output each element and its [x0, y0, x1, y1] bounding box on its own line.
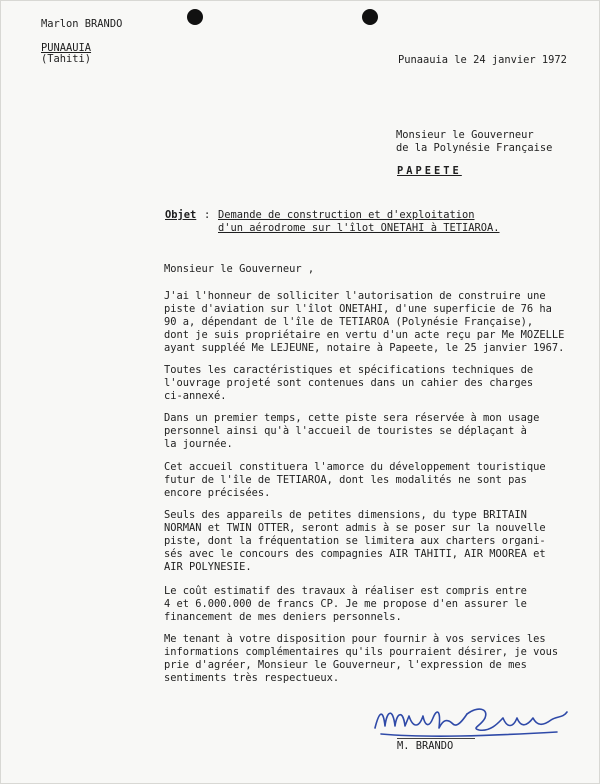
- paragraph-development: [164, 461, 564, 500]
- paragraph-line: l'ouvrage projeté sont contenues dans un cahier des charges: [164, 377, 534, 389]
- paragraph-line: Me tenant à votre disposition pour fournir à vos services les: [164, 633, 546, 645]
- paragraph-line: piste, dont la fréquentation se limitera aux charters organi-: [164, 535, 546, 547]
- sender-place: PUNAAUIA: [41, 42, 92, 54]
- paragraph-specifications: [164, 364, 564, 403]
- paragraph-authorization: [164, 290, 564, 355]
- paragraph-line: Le coût estimatif des travaux à réaliser est compris entre: [164, 585, 527, 597]
- paragraph-aircraft: [164, 509, 564, 574]
- punch-hole: [362, 9, 378, 25]
- paragraph-line: AIR POLYNESIE.: [164, 561, 252, 573]
- paragraph-line: sentiments très respectueux.: [164, 672, 340, 684]
- paragraph-line: NORMAN et TWIN OTTER, seront admis à se poser sur la nouvelle: [164, 522, 546, 534]
- subject-line-1: Demande de construction et d'exploitation: [218, 209, 475, 221]
- paragraph-closing: [164, 633, 564, 685]
- paragraph-line: Cet accueil constituera l'amorce du développement touristique: [164, 461, 546, 473]
- salutation: Monsieur le Gouverneur ,: [164, 263, 315, 275]
- subject-label: Objet: [165, 209, 197, 221]
- paragraph-line: ayant suppléé Me LEJEUNE, notaire à Papeete, le 25 janvier 1967.: [164, 342, 565, 354]
- paragraph-line: financement de mes deniers personnels.: [164, 611, 402, 623]
- recipient-line-2: de la Polynésie Française: [396, 142, 553, 154]
- sender-name: Marlon BRANDO: [41, 18, 123, 30]
- paragraph-line: personnel ainsi qu'à l'accueil de touristes se déplaçant à: [164, 425, 527, 437]
- paragraph-line: la journée.: [164, 438, 233, 450]
- paragraph-line: prie d'agréer, Monsieur le Gouverneur, l'expression de mes: [164, 659, 527, 671]
- paragraph-line: 90 a, dépendant de l'île de TETIAROA (Polynésie Française),: [164, 316, 534, 328]
- recipient-line-1: Monsieur le Gouverneur: [396, 129, 534, 141]
- paragraph-line: Seuls des appareils de petites dimensions, du type BRITAIN: [164, 509, 527, 521]
- paragraph-line: futur de l'île de TETIAROA, dont les modalités ne sont pas: [164, 474, 527, 486]
- date-line: Punaauia le 24 janvier 1972: [398, 54, 567, 66]
- paragraph-line: Toutes les caractéristiques et spécifications techniques de: [164, 364, 534, 376]
- paragraph-line: ci-annexé.: [164, 390, 227, 402]
- paragraph-usage: [164, 412, 564, 451]
- paragraph-cost: [164, 585, 564, 624]
- paragraph-line: informations complémentaires qu'ils pourraient désirer, je vous: [164, 646, 559, 658]
- paragraph-line: piste d'aviation sur l'îlot ONETAHI, d'une superficie de 76 ha: [164, 303, 552, 315]
- sender-region: (Tahiti): [41, 53, 92, 65]
- recipient-city: PAPEETE: [397, 165, 462, 177]
- paragraph-line: Dans un premier temps, cette piste sera réservée à mon usage: [164, 412, 540, 424]
- signature-name: M. BRANDO: [397, 738, 475, 753]
- subject-line-2: d'un aérodrome sur l'îlot ONETAHI à TETIAROA.: [218, 222, 500, 234]
- paragraph-line: dont je suis propriétaire en vertu d'un acte reçu par Me MOZELLE: [164, 329, 565, 341]
- paragraph-line: sés avec le concours des compagnies AIR TAHITI, AIR MOOREA et: [164, 548, 546, 560]
- paragraph-line: J'ai l'honneur de solliciter l'autorisation de construire une: [164, 290, 546, 302]
- punch-hole: [187, 9, 203, 25]
- subject-separator: :: [204, 209, 211, 221]
- paragraph-line: encore précisées.: [164, 487, 271, 499]
- paragraph-line: 4 et 6.000.000 de francs CP. Je me propose d'en assurer le: [164, 598, 527, 610]
